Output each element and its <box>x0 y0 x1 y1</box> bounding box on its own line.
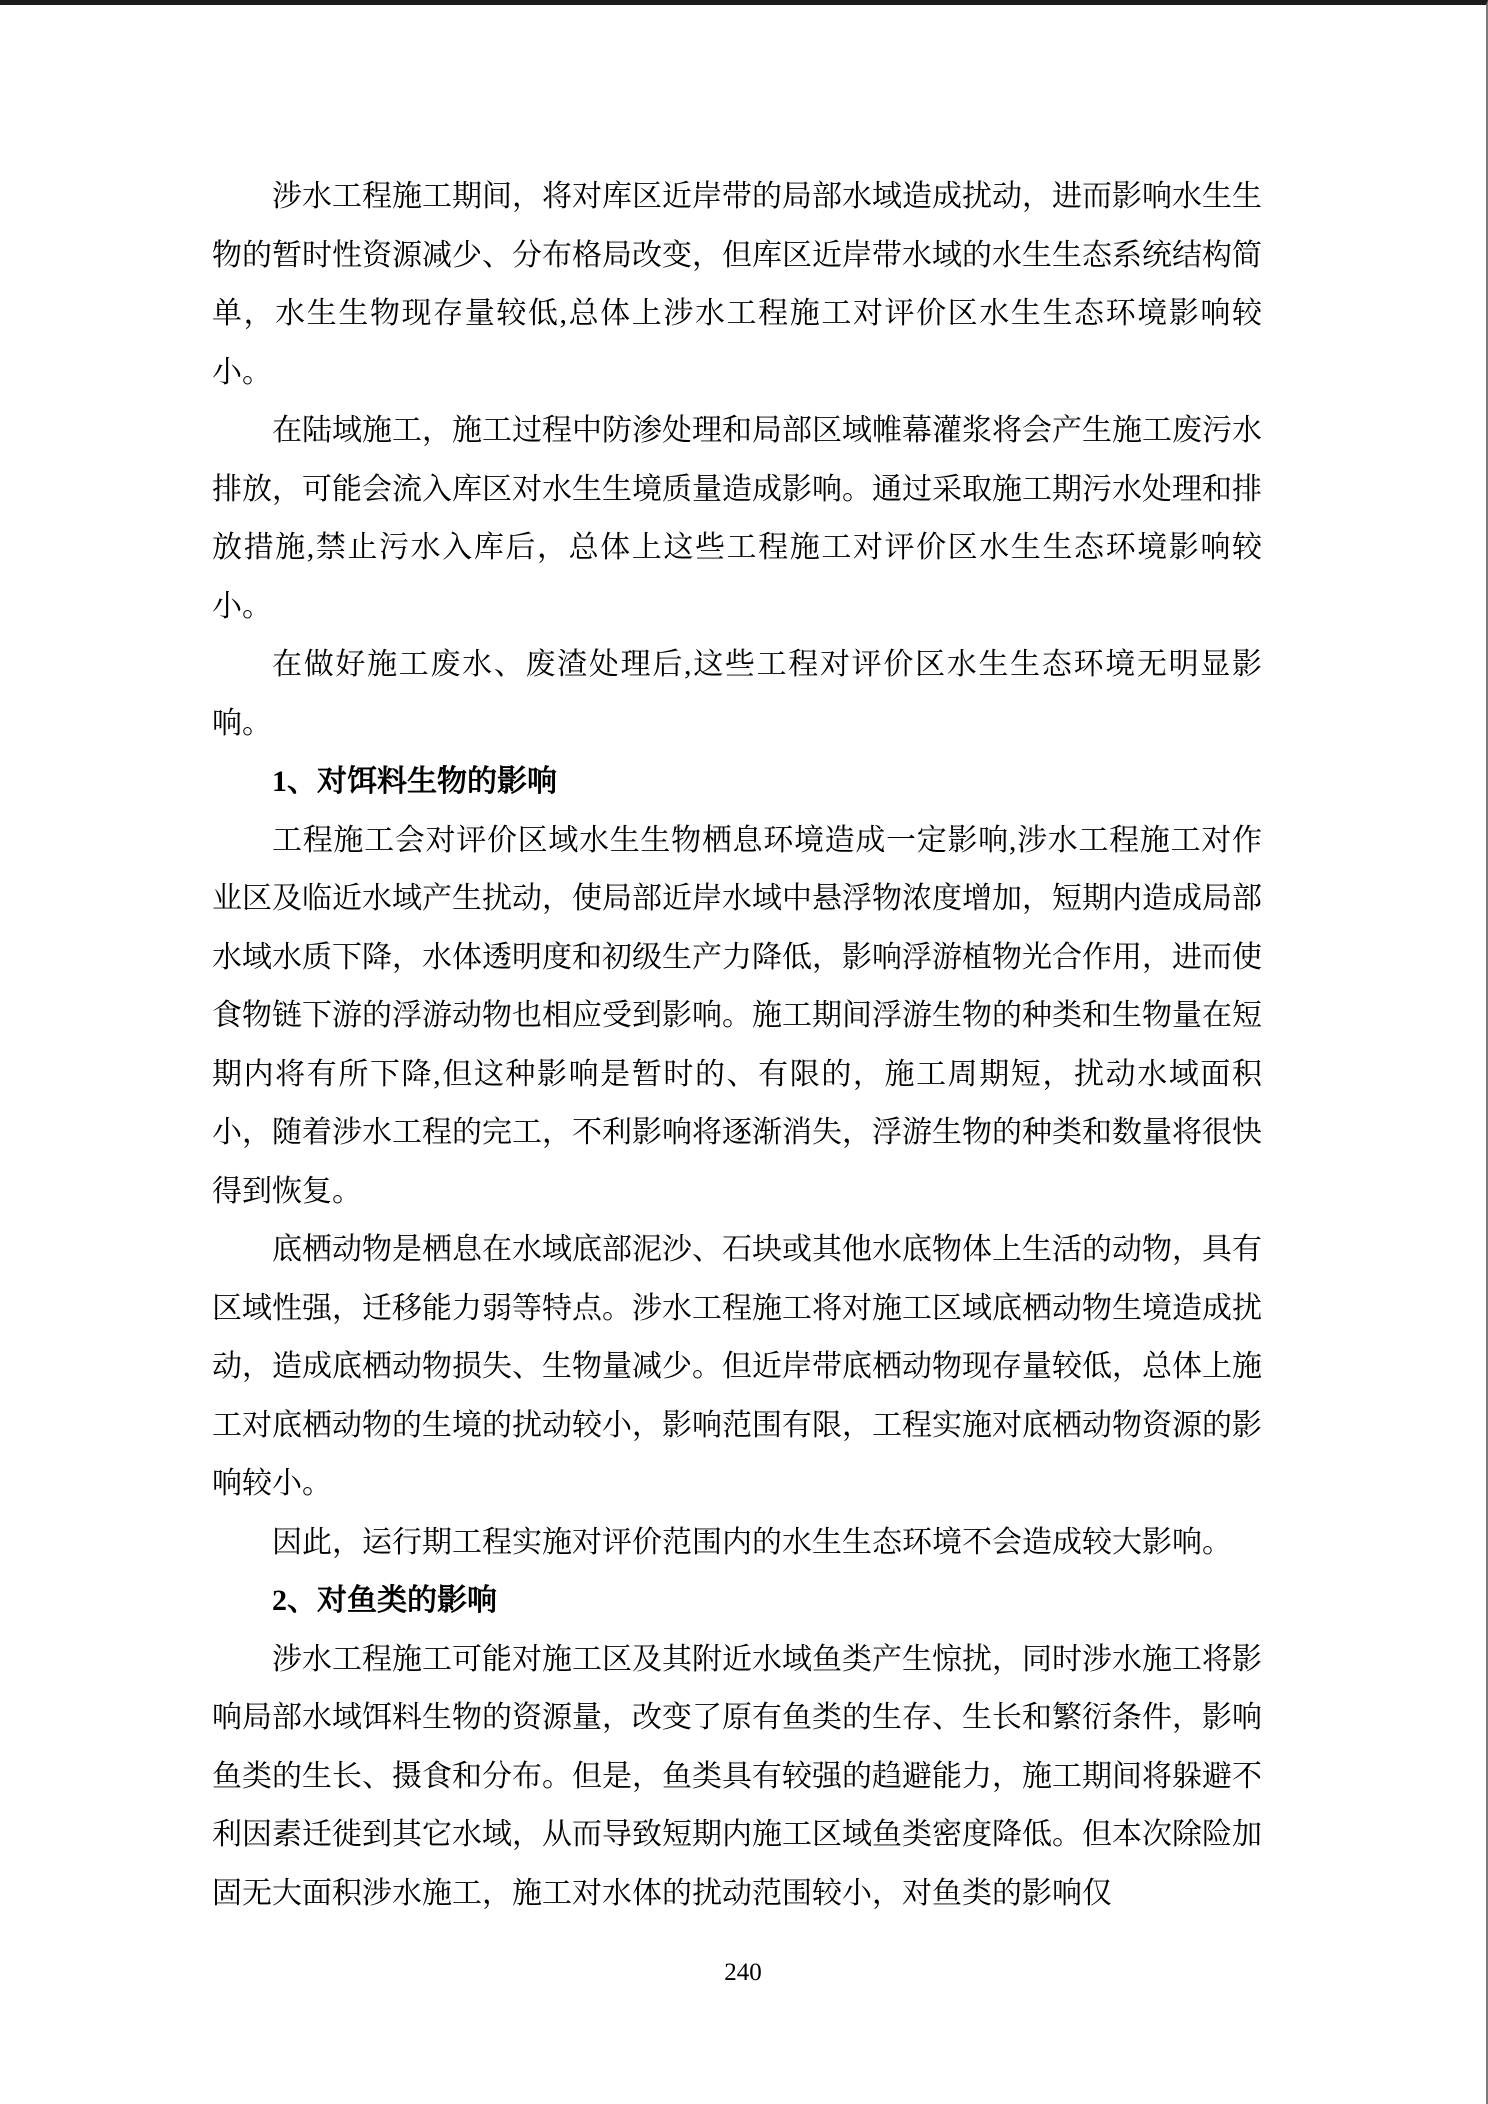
paragraph: 工程施工会对评价区域水生生物栖息环境造成一定影响,涉水工程施工对作业区及临近水域产生扰动，使局部近岸水域中悬浮物浓度增加，短期内造成局部水域水质下降，水体透明度和初级生产力降低，影响浮游植物光合作用，进而使食物链下游的浮游动物也相应受到影响。施工期间浮游生物的种类和生物量在短期内将有所下降,但这种影响是暂时的、有限的，施工周期短，扰动水域面积小，随着涉水工程的完工，不利影响将逐渐消失，浮游生物的种类和数量将很快得到恢复。 <box>212 823 1262 1208</box>
paragraph: 涉水工程施工期间，将对库区近岸带的局部水域造成扰动，进而影响水生生物的暂时性资源减少、分布格局改变，但库区近岸带水域的水生生态系统结构简单，水生生物现存量较低,总体上涉水工程施工对评价区水生生态环境影响较小。 <box>212 180 1262 389</box>
page-number: 240 <box>724 1959 762 1986</box>
paragraph: 因此，运行期工程实施对评价范围内的水生生态环境不会造成较大影响。 <box>272 1525 1232 1559</box>
page-body-text <box>212 168 1262 1923</box>
paragraph: 在陆域施工，施工过程中防渗处理和局部区域帷幕灌浆将会产生施工废污水排放，可能会流入库区对水生生境质量造成影响。通过采取施工期污水处理和排放措施,禁止污水入库后，总体上这些工程施工对评价区水生生态环境影响较小。 <box>212 414 1262 623</box>
paragraph: 涉水工程施工可能对施工区及其附近水域鱼类产生惊扰，同时涉水施工将影响局部水域饵料生物的资源量，改变了原有鱼类的生存、生长和繁衍条件，影响鱼类的生长、摄食和分布。但是，鱼类具有较强的趋避能力，施工期间将躲避不利因素迁徙到其它水域，从而导致短期内施工区域鱼类密度降低。但本次除险加固无大面积涉水施工，施工对水体的扰动范围较小，对鱼类的影响仅 <box>212 1642 1262 1910</box>
paragraph: 在做好施工废水、废渣处理后,这些工程对评价区水生生态环境无明显影响。 <box>212 648 1262 740</box>
section-heading-fish: 2、对鱼类的影响 <box>272 1584 497 1617</box>
paragraph: 底栖动物是栖息在水域底部泥沙、石块或其他水底物体上生活的动物，具有区域性强，迁移能力弱等特点。涉水工程施工将对施工区域底栖动物生境造成扰动，造成底栖动物损失、生物量减少。但近岸带底栖动物现存量较低，总体上施工对底栖动物的生境的扰动较小，影响范围有限，工程实施对底栖动物资源的影响较小。 <box>212 1233 1262 1500</box>
section-heading-bait-organisms: 1、对饵料生物的影响 <box>272 765 557 798</box>
